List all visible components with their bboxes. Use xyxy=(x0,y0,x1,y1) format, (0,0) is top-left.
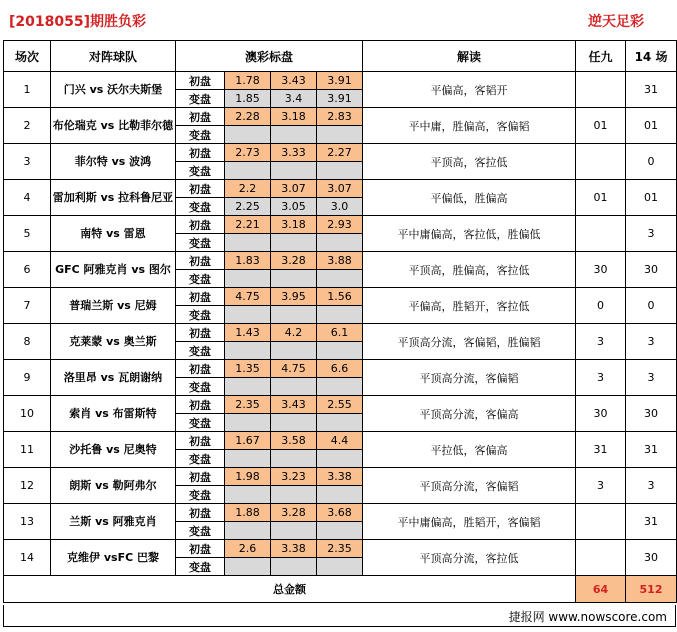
initial-odd: 4.75 xyxy=(225,288,271,306)
interpretation: 平顶高，胜偏高，客拉低 xyxy=(363,252,576,288)
table-row xyxy=(4,468,677,486)
initial-odd: 3.07 xyxy=(271,180,317,198)
initial-odd: 2.2 xyxy=(225,180,271,198)
interpretation: 平顶高分流，客偏韬 xyxy=(363,468,576,504)
initial-odd: 1.35 xyxy=(225,360,271,378)
match-index: 13 xyxy=(4,504,51,540)
initial-odd: 3.23 xyxy=(271,468,317,486)
changed-label: 变盘 xyxy=(176,486,225,504)
initial-odd: 3.68 xyxy=(317,504,363,522)
initial-odd: 4.75 xyxy=(271,360,317,378)
changed-label: 变盘 xyxy=(176,378,225,396)
changed-odd xyxy=(271,522,317,540)
changed-odd: 2.25 xyxy=(225,198,271,216)
match-teams: 南特 vs 雷恩 xyxy=(51,216,176,252)
initial-odd: 3.28 xyxy=(271,252,317,270)
changed-label: 变盘 xyxy=(176,450,225,468)
changed-odd xyxy=(271,270,317,288)
header-index: 场次 xyxy=(4,41,51,72)
r9-pick xyxy=(576,216,626,252)
s14-pick: 3 xyxy=(626,468,677,504)
changed-odd xyxy=(317,270,363,288)
initial-label: 初盘 xyxy=(176,504,225,522)
changed-label: 变盘 xyxy=(176,198,225,216)
match-table xyxy=(3,40,677,603)
changed-odd xyxy=(317,162,363,180)
changed-odd xyxy=(225,378,271,396)
match-index: 6 xyxy=(4,252,51,288)
initial-odd: 3.88 xyxy=(317,252,363,270)
match-teams: 布伦瑞克 vs 比勒菲尔德 xyxy=(51,108,176,144)
r9-pick: 30 xyxy=(576,252,626,288)
s14-pick: 0 xyxy=(626,288,677,324)
match-index: 14 xyxy=(4,540,51,576)
initial-odd: 3.58 xyxy=(271,432,317,450)
r9-pick xyxy=(576,72,626,108)
changed-label: 变盘 xyxy=(176,234,225,252)
changed-label: 变盘 xyxy=(176,414,225,432)
initial-odd: 2.83 xyxy=(317,108,363,126)
match-teams: 雷加利斯 vs 拉科鲁尼亚 xyxy=(51,180,176,216)
initial-label: 初盘 xyxy=(176,216,225,234)
table-row xyxy=(4,432,677,450)
changed-odd xyxy=(317,234,363,252)
changed-odd xyxy=(225,486,271,504)
total-s14: 512 xyxy=(626,576,677,603)
s14-pick: 0 xyxy=(626,144,677,180)
match-index: 11 xyxy=(4,432,51,468)
footer xyxy=(3,605,676,627)
r9-pick xyxy=(576,144,626,180)
total-row xyxy=(4,576,677,603)
initial-label: 初盘 xyxy=(176,540,225,558)
table-row xyxy=(4,180,677,198)
title-bar xyxy=(3,4,674,40)
interpretation: 平中庸偏高，客拉低，胜偏低 xyxy=(363,216,576,252)
interpretation: 平偏低，胜偏高 xyxy=(363,180,576,216)
initial-odd: 2.27 xyxy=(317,144,363,162)
changed-odd xyxy=(317,342,363,360)
header-s14: 14 场 xyxy=(626,41,677,72)
match-teams: 洛里昂 vs 瓦朗谢纳 xyxy=(51,360,176,396)
interpretation: 平顶高分流，客偏韬，胜偏韬 xyxy=(363,324,576,360)
changed-odd xyxy=(225,414,271,432)
changed-odd xyxy=(225,270,271,288)
changed-odd xyxy=(271,306,317,324)
changed-odd xyxy=(271,558,317,576)
initial-odd: 3.18 xyxy=(271,216,317,234)
changed-odd xyxy=(317,414,363,432)
changed-odd: 3.91 xyxy=(317,90,363,108)
initial-label: 初盘 xyxy=(176,324,225,342)
changed-odd xyxy=(317,558,363,576)
interpretation: 平顶高分流，客拉低 xyxy=(363,540,576,576)
initial-odd: 3.38 xyxy=(317,468,363,486)
changed-odd xyxy=(271,450,317,468)
match-index: 2 xyxy=(4,108,51,144)
s14-pick: 31 xyxy=(626,432,677,468)
match-teams: 沙托鲁 vs 尼奥特 xyxy=(51,432,176,468)
initial-odd: 3.38 xyxy=(271,540,317,558)
changed-odd xyxy=(317,126,363,144)
r9-pick: 0 xyxy=(576,288,626,324)
s14-pick: 3 xyxy=(626,216,677,252)
changed-label: 变盘 xyxy=(176,270,225,288)
r9-pick: 01 xyxy=(576,180,626,216)
changed-label: 变盘 xyxy=(176,342,225,360)
header-r9: 任九 xyxy=(576,41,626,72)
r9-pick: 3 xyxy=(576,360,626,396)
table-row xyxy=(4,216,677,234)
changed-odd xyxy=(271,486,317,504)
changed-odd xyxy=(271,342,317,360)
s14-pick: 30 xyxy=(626,252,677,288)
table-body xyxy=(4,72,677,576)
s14-pick: 30 xyxy=(626,540,677,576)
changed-odd xyxy=(225,126,271,144)
initial-label: 初盘 xyxy=(176,180,225,198)
table-row xyxy=(4,72,677,90)
initial-label: 初盘 xyxy=(176,252,225,270)
header-match: 对阵球队 xyxy=(51,41,176,72)
interpretation: 平中庸偏高，胜韬开，客偏韬 xyxy=(363,504,576,540)
s14-pick: 3 xyxy=(626,324,677,360)
match-teams: 克莱蒙 vs 奥兰斯 xyxy=(51,324,176,360)
table-row xyxy=(4,504,677,522)
match-index: 4 xyxy=(4,180,51,216)
changed-label: 变盘 xyxy=(176,162,225,180)
initial-label: 初盘 xyxy=(176,108,225,126)
changed-odd: 3.05 xyxy=(271,198,317,216)
initial-odd: 2.6 xyxy=(225,540,271,558)
s14-pick: 31 xyxy=(626,72,677,108)
s14-pick: 31 xyxy=(626,504,677,540)
initial-odd: 4.4 xyxy=(317,432,363,450)
initial-odd: 2.55 xyxy=(317,396,363,414)
initial-label: 初盘 xyxy=(176,72,225,90)
interpretation: 平偏高，胜韬开，客拉低 xyxy=(363,288,576,324)
match-index: 10 xyxy=(4,396,51,432)
table-row xyxy=(4,288,677,306)
changed-odd xyxy=(225,234,271,252)
interpretation: 平顶高分流，客偏高 xyxy=(363,396,576,432)
initial-odd: 3.18 xyxy=(271,108,317,126)
r9-pick xyxy=(576,504,626,540)
initial-odd: 6.1 xyxy=(317,324,363,342)
changed-odd xyxy=(225,162,271,180)
table-header-row xyxy=(4,41,677,72)
table-row xyxy=(4,324,677,342)
table-row xyxy=(4,540,677,558)
match-teams: 普瑞兰斯 vs 尼姆 xyxy=(51,288,176,324)
initial-odd: 2.21 xyxy=(225,216,271,234)
changed-odd xyxy=(271,162,317,180)
changed-label: 变盘 xyxy=(176,558,225,576)
s14-pick: 01 xyxy=(626,108,677,144)
interpretation: 平偏高，客韬开 xyxy=(363,72,576,108)
match-index: 3 xyxy=(4,144,51,180)
match-index: 5 xyxy=(4,216,51,252)
match-teams: GFC 阿雅克肖 vs 图尔 xyxy=(51,252,176,288)
s14-pick: 01 xyxy=(626,180,677,216)
changed-odd xyxy=(317,450,363,468)
match-index: 9 xyxy=(4,360,51,396)
initial-odd: 1.88 xyxy=(225,504,271,522)
header-odds: 澳彩标盘 xyxy=(176,41,363,72)
total-label: 总金额 xyxy=(4,576,576,603)
initial-odd: 3.28 xyxy=(271,504,317,522)
changed-odd: 3.4 xyxy=(271,90,317,108)
initial-odd: 2.28 xyxy=(225,108,271,126)
initial-odd: 2.73 xyxy=(225,144,271,162)
changed-odd: 1.85 xyxy=(225,90,271,108)
total-r9: 64 xyxy=(576,576,626,603)
match-teams: 索肖 vs 布雷斯特 xyxy=(51,396,176,432)
initial-label: 初盘 xyxy=(176,288,225,306)
changed-odd xyxy=(271,234,317,252)
match-index: 1 xyxy=(4,72,51,108)
initial-odd: 3.33 xyxy=(271,144,317,162)
changed-odd xyxy=(271,378,317,396)
r9-pick: 3 xyxy=(576,468,626,504)
interpretation: 平拉低，客偏高 xyxy=(363,432,576,468)
match-teams: 朗斯 vs 勒阿弗尔 xyxy=(51,468,176,504)
initial-odd: 3.95 xyxy=(271,288,317,306)
initial-odd: 1.78 xyxy=(225,72,271,90)
initial-odd: 3.07 xyxy=(317,180,363,198)
match-index: 7 xyxy=(4,288,51,324)
changed-odd xyxy=(317,378,363,396)
initial-odd: 1.83 xyxy=(225,252,271,270)
initial-odd: 4.2 xyxy=(271,324,317,342)
match-teams: 克维伊 vsFC 巴黎 xyxy=(51,540,176,576)
footer-source: 捷报网 www.nowscore.com xyxy=(508,610,667,624)
r9-pick xyxy=(576,540,626,576)
match-index: 12 xyxy=(4,468,51,504)
initial-label: 初盘 xyxy=(176,360,225,378)
interpretation: 平顶高，客拉低 xyxy=(363,144,576,180)
table-row xyxy=(4,108,677,126)
initial-odd: 1.98 xyxy=(225,468,271,486)
changed-odd xyxy=(225,342,271,360)
initial-label: 初盘 xyxy=(176,468,225,486)
changed-odd xyxy=(225,450,271,468)
initial-odd: 1.67 xyxy=(225,432,271,450)
initial-odd: 2.35 xyxy=(225,396,271,414)
initial-label: 初盘 xyxy=(176,432,225,450)
changed-odd xyxy=(317,486,363,504)
match-teams: 兰斯 vs 阿雅克肖 xyxy=(51,504,176,540)
initial-odd: 3.43 xyxy=(271,72,317,90)
match-teams: 门兴 vs 沃尔夫斯堡 xyxy=(51,72,176,108)
match-index: 8 xyxy=(4,324,51,360)
initial-odd: 1.43 xyxy=(225,324,271,342)
changed-label: 变盘 xyxy=(176,126,225,144)
changed-odd xyxy=(271,414,317,432)
interpretation: 平顶高分流，客偏韬 xyxy=(363,360,576,396)
changed-label: 变盘 xyxy=(176,522,225,540)
initial-odd: 6.6 xyxy=(317,360,363,378)
r9-pick: 30 xyxy=(576,396,626,432)
r9-pick: 3 xyxy=(576,324,626,360)
initial-odd: 1.56 xyxy=(317,288,363,306)
table-row xyxy=(4,360,677,378)
initial-odd: 3.91 xyxy=(317,72,363,90)
changed-odd xyxy=(317,522,363,540)
initial-odd: 3.43 xyxy=(271,396,317,414)
s14-pick: 3 xyxy=(626,360,677,396)
changed-odd: 3.0 xyxy=(317,198,363,216)
initial-odd: 2.35 xyxy=(317,540,363,558)
interpretation: 平中庸，胜偏高，客偏韬 xyxy=(363,108,576,144)
initial-label: 初盘 xyxy=(176,396,225,414)
table-row xyxy=(4,396,677,414)
s14-pick: 30 xyxy=(626,396,677,432)
initial-label: 初盘 xyxy=(176,144,225,162)
table-row xyxy=(4,252,677,270)
r9-pick: 01 xyxy=(576,108,626,144)
changed-odd xyxy=(225,558,271,576)
changed-label: 变盘 xyxy=(176,306,225,324)
brand-title: 逆天足彩 xyxy=(588,14,644,30)
changed-odd xyxy=(225,522,271,540)
changed-label: 变盘 xyxy=(176,90,225,108)
initial-odd: 2.93 xyxy=(317,216,363,234)
match-teams: 菲尔特 vs 波鸿 xyxy=(51,144,176,180)
header-interpretation: 解读 xyxy=(363,41,576,72)
table-row xyxy=(4,144,677,162)
issue-title: [2018055]期胜负彩 xyxy=(9,14,146,30)
changed-odd xyxy=(317,306,363,324)
changed-odd xyxy=(225,306,271,324)
changed-odd xyxy=(271,126,317,144)
r9-pick: 31 xyxy=(576,432,626,468)
